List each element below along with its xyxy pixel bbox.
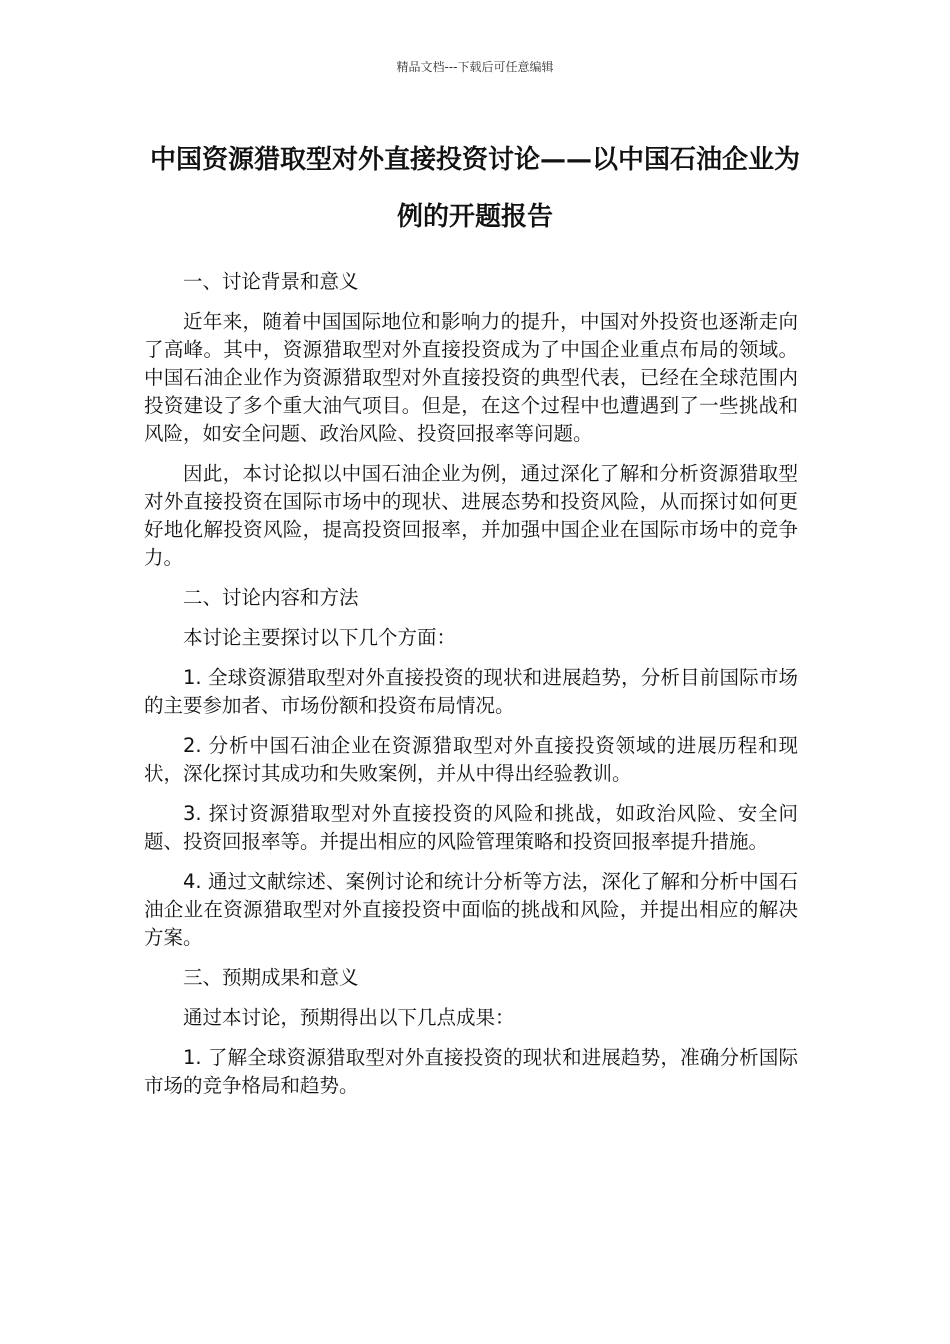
document-title: 中国资源猎取型对外直接投资讨论——以中国石油企业为例的开题报告 xyxy=(149,145,800,232)
section-heading-background: 一、讨论背景和意义 xyxy=(183,270,359,293)
list-item-aspect-1: 1. 全球资源猎取型对外直接投资的现状和进展趋势，分析目前国际市场的主要参加者、市场份额和投资布局情况。 xyxy=(144,666,798,717)
list-item-aspect-2: 2. 分析中国石油企业在资源猎取型对外直接投资领域的进展历程和现状，深化探讨其成功和失败案例，并从中得出经验教训。 xyxy=(144,734,798,785)
paragraph-intro-aspects: 本讨论主要探讨以下几个方面： xyxy=(183,626,457,649)
paragraph-intro-results: 通过本讨论，预期得出以下几点成果： xyxy=(183,1006,515,1029)
header-note: 精品文档---下载后可任意编辑 xyxy=(396,60,554,74)
document-body xyxy=(144,268,798,1112)
paragraph-purpose: 因此，本讨论拟以中国石油企业为例，通过深化了解和分析资源猎取型对外直接投资在国际市场中的现状、进展态势和投资风险，从而探讨如何更好地化解投资风险，提高投资回报率，并加强中国企业在国际市场中的竞争力。 xyxy=(144,462,798,569)
paragraph-background: 近年来，随着中国国际地位和影响力的提升，中国对外投资也逐渐走向了高峰。其中，资源猎取型对外直接投资成为了中国企业重点布局的领域。中国石油企业作为资源猎取型对外直接投资的典型代表，已经在全球范围内投资建设了多个重大油气项目。但是，在这个过程中也遭遇到了一些挑战和风险，如安全问题、政治风险、投资回报率等问题。 xyxy=(144,310,798,445)
section-heading-expected-results: 三、预期成果和意义 xyxy=(183,966,359,989)
list-item-aspect-3: 3. 探讨资源猎取型对外直接投资的风险和挑战，如政治风险、安全问题、投资回报率等。并提出相应的风险管理策略和投资回报率提升措施。 xyxy=(144,802,798,853)
section-heading-content-methods: 二、讨论内容和方法 xyxy=(183,586,359,609)
list-item-aspect-4: 4. 通过文献综述、案例讨论和统计分析等方法，深化了解和分析中国石油企业在资源猎取型对外直接投资中面临的挑战和风险，并提出相应的解决方案。 xyxy=(144,870,798,949)
list-item-result-1: 1. 了解全球资源猎取型对外直接投资的现状和进展趋势，准确分析国际市场的竞争格局和趋势。 xyxy=(144,1046,798,1097)
